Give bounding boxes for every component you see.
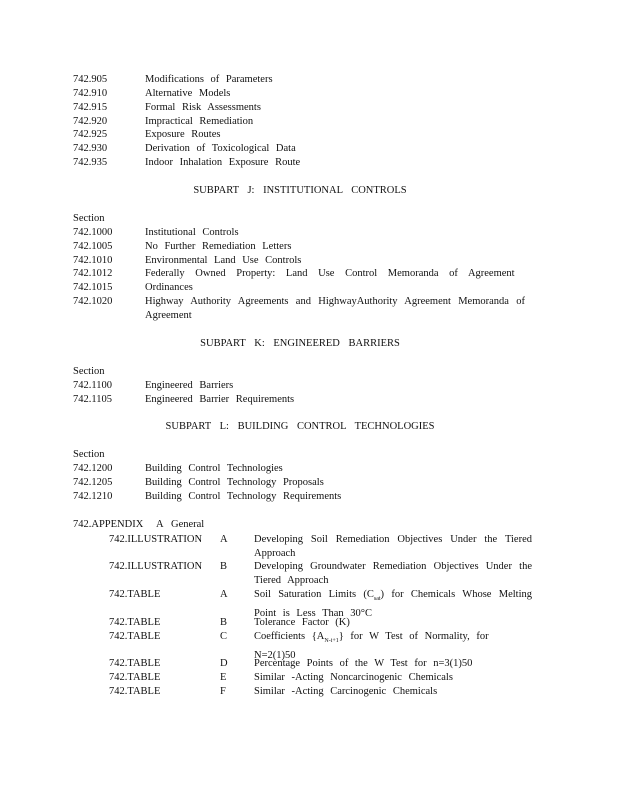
section-title: Building Control Technology Requirements <box>145 491 342 502</box>
title-subscript: N-i+1 <box>324 638 339 645</box>
section-number: 742.930 <box>73 143 108 154</box>
section-title: Formal Risk Assessments <box>145 102 261 113</box>
section-title: Exposure Routes <box>145 129 221 140</box>
section-number: 742.1105 <box>73 394 112 405</box>
section-title: Modifications of Parameters <box>145 74 273 85</box>
appendix-item-id: 742.TABLE <box>109 617 161 628</box>
section-title: Building Control Technologies <box>145 463 283 474</box>
subpart-k-heading: SUBPART K: ENGINEERED BARRIERS <box>200 338 400 349</box>
appendix-item-id: 742.TABLE <box>109 631 161 642</box>
section-number: 742.1210 <box>73 491 113 502</box>
appendix-item-letter: F <box>220 686 226 697</box>
section-number: 742.1100 <box>73 380 112 391</box>
title-text: Coefficients {A <box>254 631 325 642</box>
title-subscript: sat <box>373 596 381 603</box>
section-label: Section <box>73 213 105 224</box>
section-title: Alternative Models <box>145 88 231 99</box>
section-number: 742.1200 <box>73 463 113 474</box>
subpart-l-heading: SUBPART L: BUILDING CONTROL TECHNOLOGIES <box>165 421 435 432</box>
appendix-item-letter: A <box>220 534 228 545</box>
section-number: 742.920 <box>73 116 108 127</box>
section-number: 742.905 <box>73 74 108 85</box>
section-title: Highway Authority Agreements and HighwayAuthority Agreement Memoranda of Agreement <box>145 296 525 321</box>
section-title: Engineered Barrier Requirements <box>145 394 295 405</box>
section-label: Section <box>73 449 105 460</box>
section-number: 742.925 <box>73 129 108 140</box>
section-title: No Further Remediation Letters <box>145 241 292 252</box>
section-number: 742.1005 <box>73 241 113 252</box>
appendix-item-id: 742.TABLE <box>109 658 161 669</box>
subpart-j-heading: SUBPART J: INSTITUTIONAL CONTROLS <box>193 185 407 196</box>
appendix-item-title: Similar -Acting Noncarcinogenic Chemicals <box>254 672 453 683</box>
section-number: 742.1205 <box>73 477 113 488</box>
appendix-item-title: Developing Soil Remediation Objectives Under the Tiered Approach <box>254 534 532 559</box>
appendix-item-id: 742.ILLUSTRATION <box>109 534 203 545</box>
title-text: } for W Test of Normality, for N=2(1)50 <box>254 631 489 661</box>
section-title: Engineered Barriers <box>145 380 234 391</box>
section-title: Federally Owned Property: Land Use Control Memoranda of Agreement <box>145 268 515 279</box>
appendix-item-letter: B <box>220 561 228 572</box>
appendix-item-id: 742.TABLE <box>109 672 161 683</box>
section-number: 742.910 <box>73 88 108 99</box>
appendix-item-id: 742.TABLE <box>109 686 161 697</box>
section-number: 742.915 <box>73 102 108 113</box>
appendix-id: 742.APPENDIX <box>73 519 144 530</box>
section-number: 742.935 <box>73 157 108 168</box>
appendix-item-title: Tolerance Factor (K) <box>254 617 350 628</box>
section-title: Derivation of Toxicological Data <box>145 143 296 154</box>
appendix-item-letter: E <box>220 672 227 683</box>
section-label: Section <box>73 366 105 377</box>
section-number: 742.1000 <box>73 227 113 238</box>
section-number: 742.1020 <box>73 296 113 307</box>
appendix-letter: A <box>156 519 164 530</box>
section-number: 742.1010 <box>73 255 113 266</box>
section-title: Institutional Controls <box>145 227 239 238</box>
section-title: Ordinances <box>145 282 193 293</box>
appendix-item-title: Developing Groundwater Remediation Objectives Under the Tiered Approach <box>254 561 532 586</box>
section-title: Indoor Inhalation Exposure Route <box>145 157 301 168</box>
section-title: Environmental Land Use Controls <box>145 255 302 266</box>
title-text: Soil Saturation Limits (C <box>254 589 374 600</box>
appendix-item-title: Percentage Points of the W Test for n=3(1)50 <box>254 658 473 669</box>
appendix-item-id: 742.ILLUSTRATION <box>109 561 203 572</box>
appendix-item-letter: D <box>220 658 228 669</box>
appendix-item-letter: C <box>220 631 228 642</box>
appendix-item-letter: B <box>220 617 228 628</box>
section-title: Impractical Remediation <box>145 116 254 127</box>
title-text: ) for Chemicals Whose Melting Point is Less Than 30°C <box>254 589 532 619</box>
section-number: 742.1012 <box>73 268 113 279</box>
appendix-item-title: Similar -Acting Carcinogenic Chemicals <box>254 686 438 697</box>
section-number: 742.1015 <box>73 282 113 293</box>
appendix-item-letter: A <box>220 589 228 600</box>
appendix-title: General <box>171 519 205 530</box>
section-title: Building Control Technology Proposals <box>145 477 324 488</box>
appendix-item-id: 742.TABLE <box>109 589 161 600</box>
